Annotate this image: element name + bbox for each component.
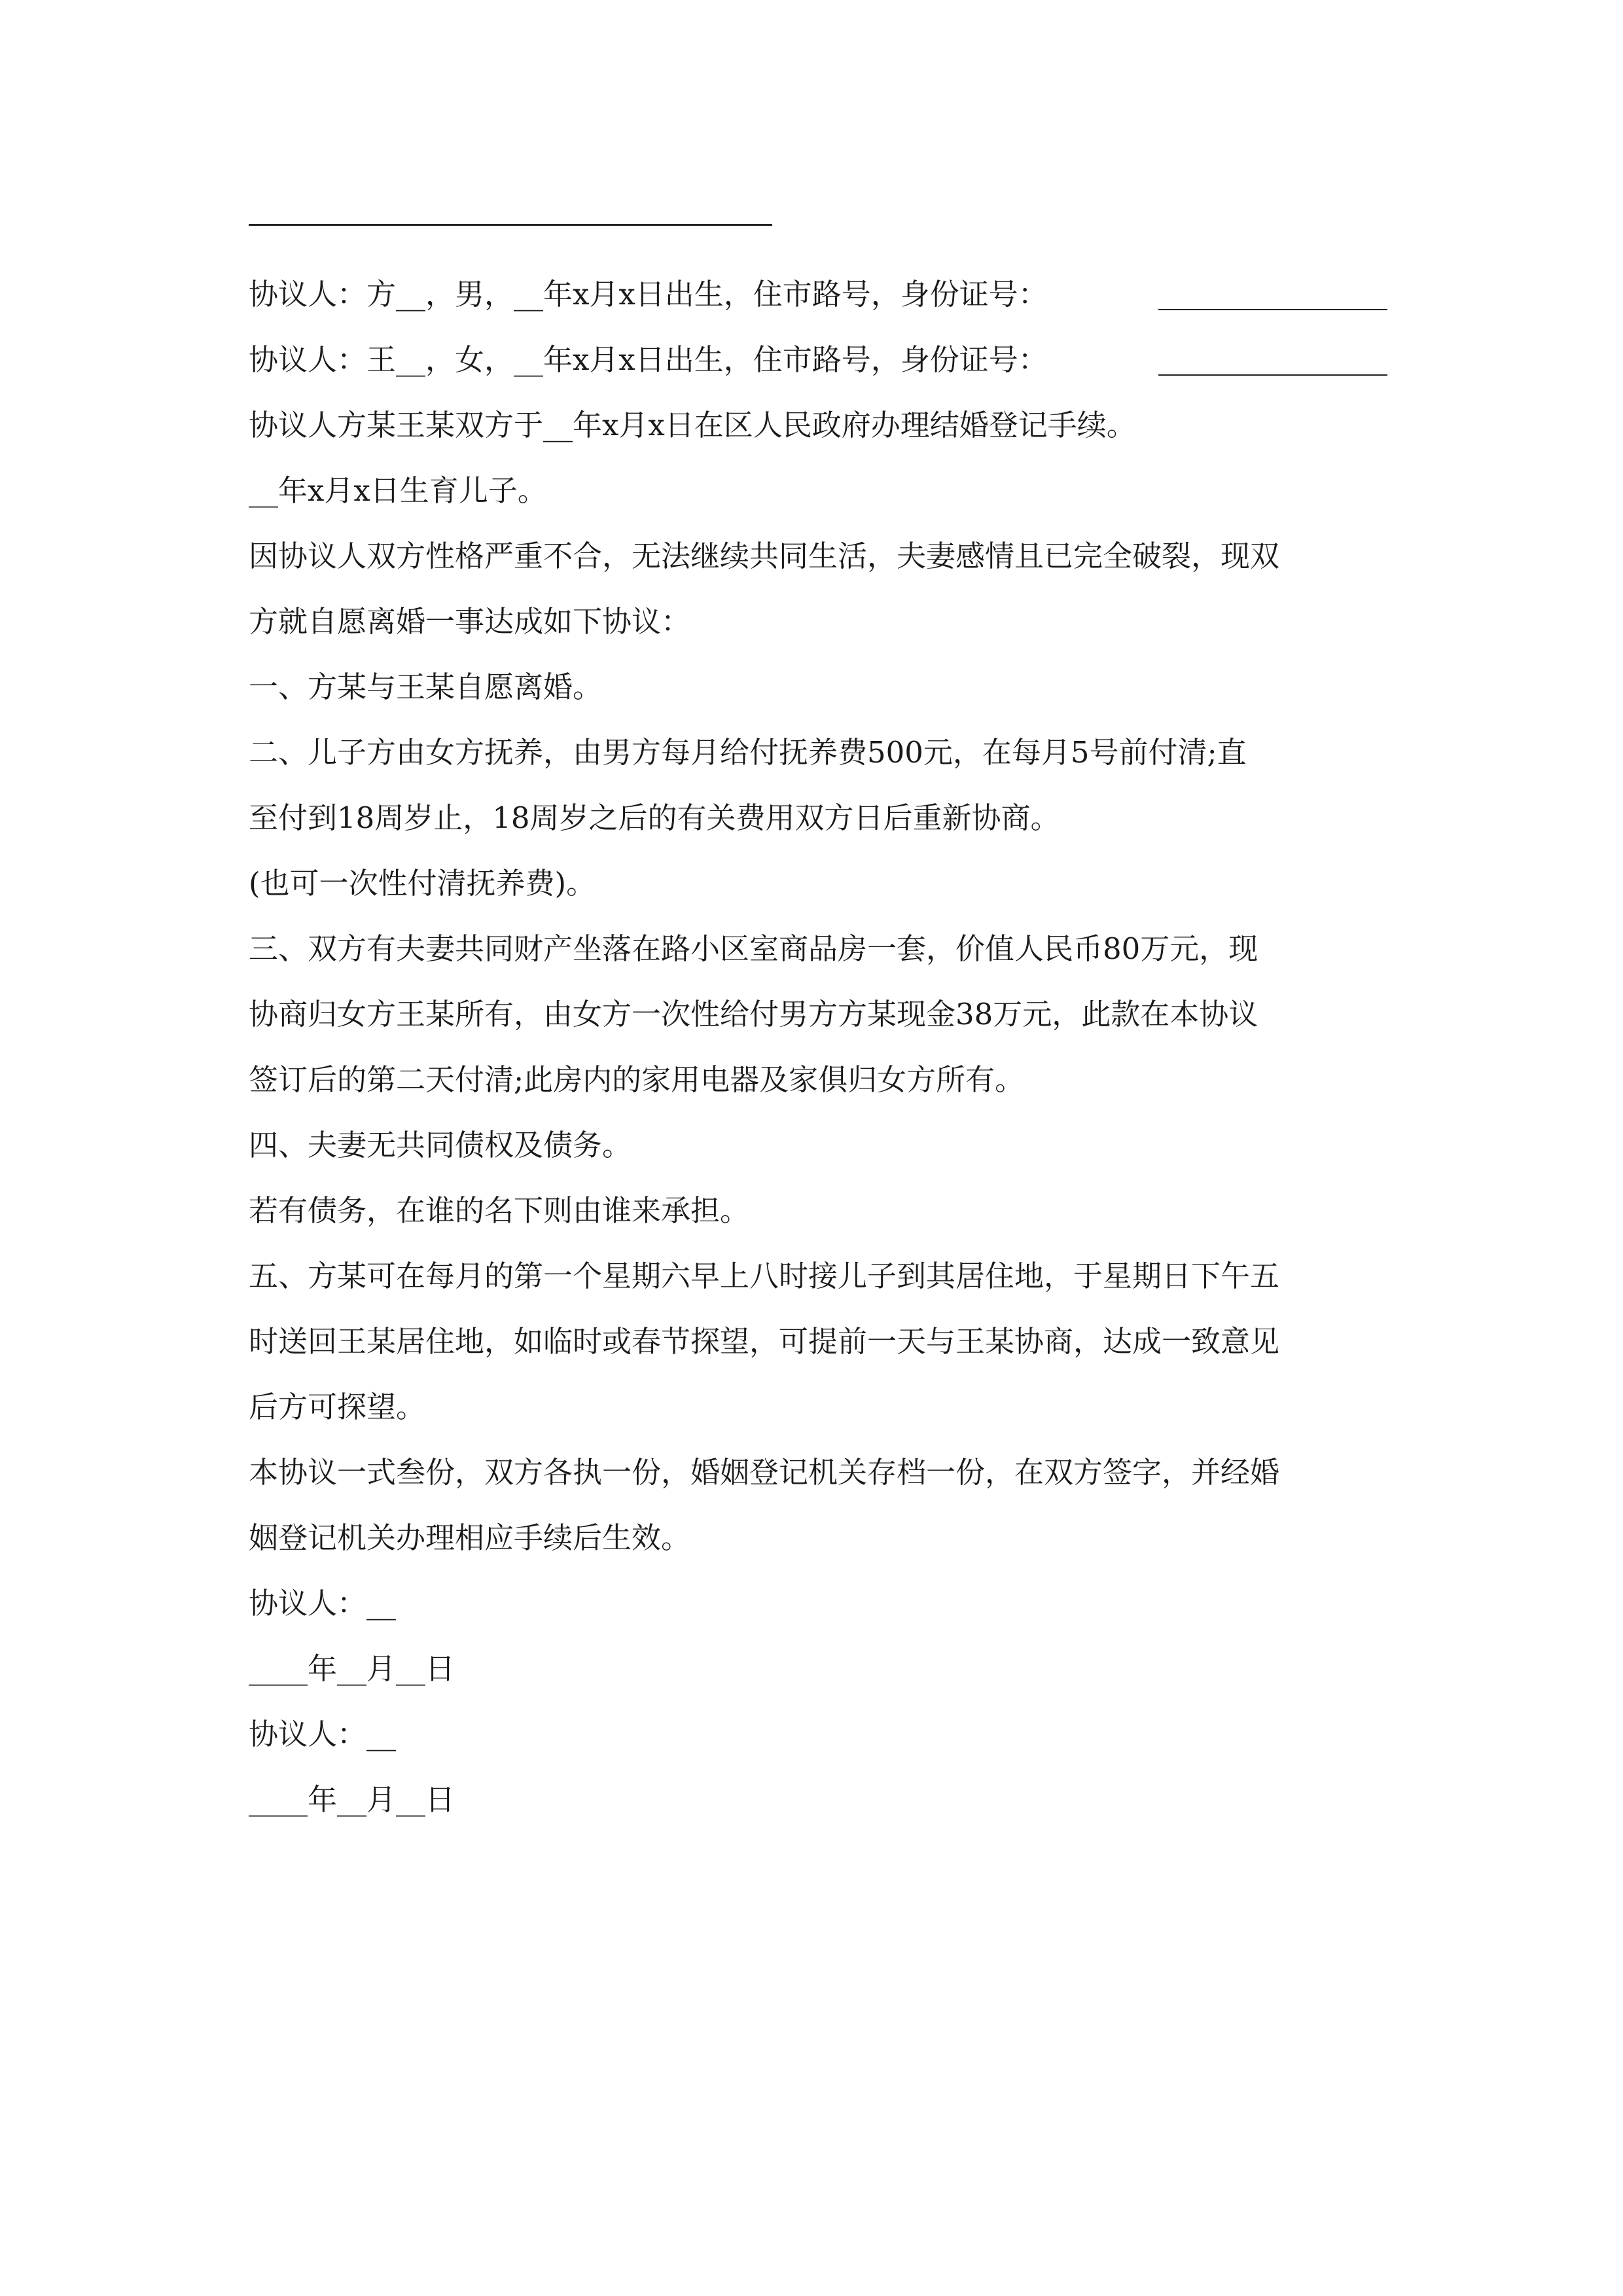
party-a-text: 协议人：方__，男，__年x月x日出生，住市路号，身份证号：: [249, 277, 1048, 312]
text-line: 时送回王某居住地，如临时或春节探望，可提前一天与王某协商，达成一致意见: [249, 1324, 1280, 1359]
text-line: 三、双方有夫妻共同财产坐落在路小区室商品房一套，价值人民币80万元，现: [249, 931, 1258, 966]
document-body: [249, 262, 1387, 1833]
party-a-line: [249, 262, 1387, 327]
closing-paragraph: [249, 1440, 1387, 1571]
clause-5: [249, 1244, 1387, 1440]
party-a-id-blank: [1158, 309, 1387, 310]
clause-3: [249, 916, 1387, 1113]
text-line: 签订后的第二天付清;此房内的家用电器及家俱归女方所有。: [249, 1062, 1025, 1097]
child-birth: __年x月x日生育儿子。: [249, 473, 547, 508]
party-b-line: [249, 327, 1387, 393]
clause-2-note: (也可一次性付清抚养费)。: [249, 866, 596, 901]
text-line: 二、儿子方由女方抚养，由男方每月给付抚养费500元，在每月5号前付清;直: [249, 735, 1247, 770]
party-b-text: 协议人：王__，女，__年x月x日出生，住市路号，身份证号：: [249, 342, 1048, 377]
top-divider: [249, 224, 772, 226]
text-line: 五、方某可在每月的第一个星期六早上八时接儿子到其居住地，于星期日下午五: [249, 1259, 1280, 1293]
date-party-2: ____年__月__日: [249, 1782, 455, 1817]
date-party-1: ____年__月__日: [249, 1651, 455, 1686]
clause-1: 一、方某与王某自愿离婚。: [249, 670, 603, 704]
clause-4: 四、夫妻无共同债权及债务。: [249, 1128, 632, 1162]
signature-party-2: 协议人：__: [249, 1717, 397, 1751]
text-line: 因协议人双方性格严重不合，无法继续共同生活，夫妻感情且已完全破裂，现双: [249, 539, 1280, 573]
party-b-id-blank: [1158, 374, 1387, 376]
signature-party-1: 协议人：__: [249, 1586, 397, 1621]
reason-paragraph: [249, 524, 1387, 655]
text-line: 至付到18周岁止，18周岁之后的有关费用双方日后重新协商。: [249, 800, 1060, 835]
marriage-registration: 协议人方某王某双方于__年x月x日在区人民政府办理结婚登记手续。: [249, 408, 1136, 442]
text-line: 后方可探望。: [249, 1390, 426, 1424]
text-line: 本协议一式叁份，双方各执一份，婚姻登记机关存档一份，在双方签字，并经婚: [249, 1455, 1280, 1490]
clause-4-note: 若有债务，在谁的名下则由谁来承担。: [249, 1193, 750, 1228]
text-line: 协商归女方王某所有，由女方一次性给付男方方某现金38万元，此款在本协议: [249, 997, 1258, 1031]
clause-2: [249, 720, 1387, 851]
text-line: 姻登记机关办理相应手续后生效。: [249, 1520, 691, 1555]
text-line: 方就自愿离婚一事达成如下协议：: [249, 604, 691, 639]
